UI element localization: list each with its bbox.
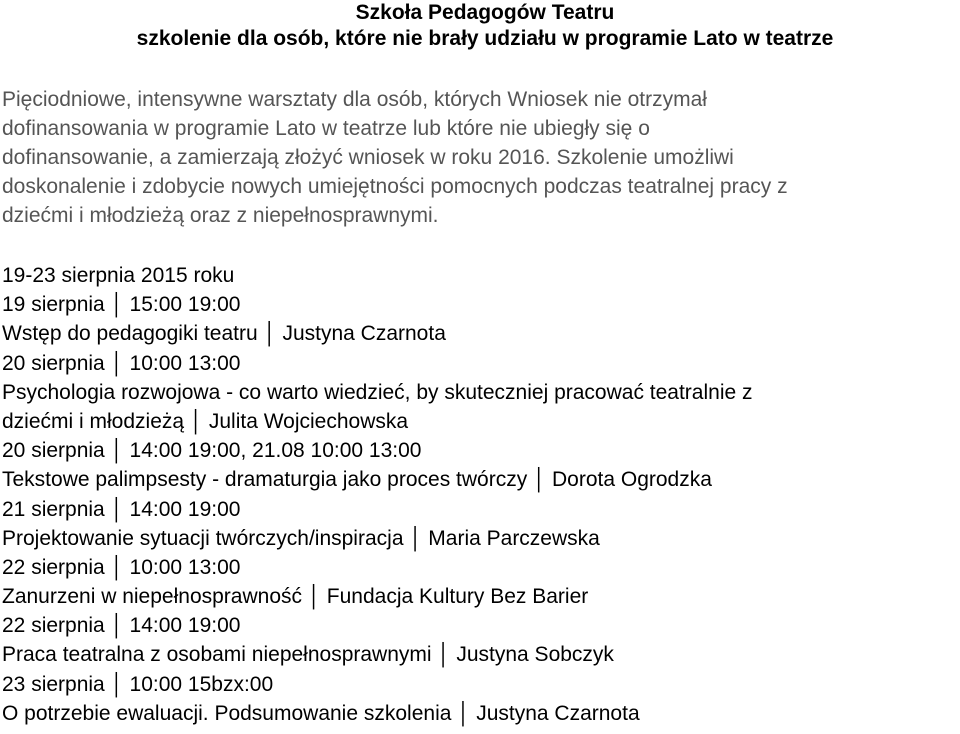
schedule-session-time: 22 sierpnia │ 10:00 13:00 — [2, 555, 241, 579]
schedule-session-title: Projektowanie sytuacji twórczych/inspiracja │ Maria Parczewska — [2, 526, 600, 550]
schedule-session-time: 23 sierpnia │ 10:00 15bzx:00 — [2, 672, 274, 696]
schedule-dates: 19-23 sierpnia 2015 roku — [2, 264, 235, 287]
document-subtitle: szkolenie dla osób, które nie brały udziału w programie Lato w teatrze — [136, 27, 834, 50]
document-title: Szkoła Pedagogów Teatru — [355, 1, 615, 24]
schedule-session-title: Praca teatralna z osobami niepełnosprawnymi │ Justyna Sobczyk — [2, 643, 614, 667]
intro-line: doskonalenie i zdobycie nowych umiejętności pomocnych podczas teatralnej pracy z — [2, 175, 788, 198]
schedule-session-title: Zanurzeni w niepełnosprawność │ Fundacja Kultury Bez Barier — [2, 585, 589, 609]
schedule-session-time: 20 sierpnia │ 14:00 19:00, 21.08 10:00 13:00 — [2, 439, 422, 463]
intro-line: dofinansowania w programie Lato w teatrze lub które nie ubiegły się o — [2, 117, 650, 140]
schedule-session-title: O potrzebie ewaluacji. Podsumowanie szkolenia │ Justyna Czarnota — [2, 701, 640, 725]
schedule-session-title: Psychologia rozwojowa - co warto wiedzieć, by skuteczniej pracować teatralnie z — [2, 380, 753, 404]
intro-paragraph — [2, 85, 960, 230]
intro-line: dofinansowanie, a zamierzają złożyć wniosek w roku 2016. Szkolenie umożliwi — [2, 146, 734, 169]
schedule-session-time: 20 sierpnia │ 10:00 13:00 — [2, 351, 241, 375]
schedule-session-time: 21 sierpnia │ 14:00 19:00 — [2, 497, 241, 521]
intro-line: Pięciodniowe, intensywne warsztaty dla osób, których Wniosek nie otrzymał — [2, 88, 707, 111]
schedule-list — [2, 261, 960, 728]
schedule-session-title-continued: dziećmi i młodzieżą │ Julita Wojciechowska — [2, 409, 409, 433]
schedule-session-time: 22 sierpnia │ 14:00 19:00 — [2, 614, 241, 638]
schedule-session-title: Tekstowe palimpsesty - dramaturgia jako proces twórczy │ Dorota Ogrodzka — [2, 468, 712, 492]
schedule-session-time: 19 sierpnia │ 15:00 19:00 — [2, 293, 241, 317]
schedule-session-title: Wstęp do pedagogiki teatru │ Justyna Czarnota — [2, 322, 446, 346]
intro-line: dziećmi i młodzieżą oraz z niepełnosprawnymi. — [2, 204, 439, 227]
document-header — [0, 0, 960, 52]
